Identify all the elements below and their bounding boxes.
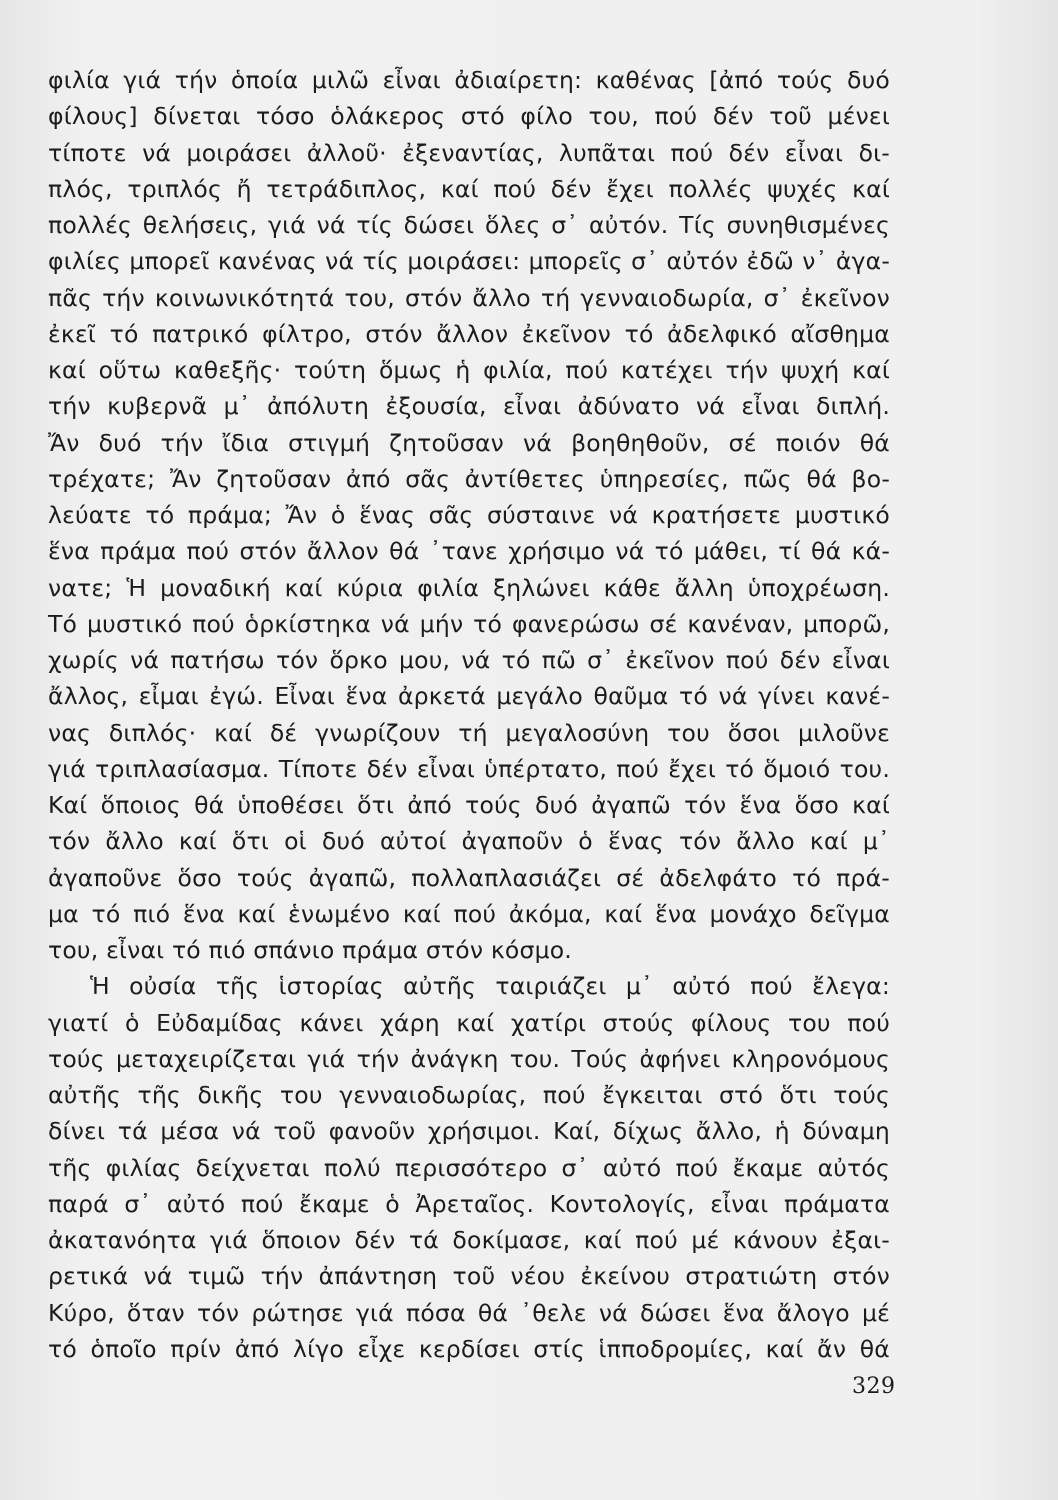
text-line: νας διπλός· καί δέ γνωρίζουν τή μεγαλοσύνη του ὅσοι μιλοῦνε [48, 718, 890, 747]
text-line: ρετικά νά τιμῶ τήν ἀπάντηση τοῦ νέου ἐκείνου στρατιώτη στόν [48, 1262, 890, 1291]
paragraph-end-line: του, εἶναι τό πιό σπάνιο πράμα στόν κόσμο. [48, 936, 572, 964]
paragraph-start-line: Ἡ οὐσία τῆς ἱστορίας αὐτῆς ταιριάζει μ᾽ αὐτό πού ἔλεγα: [90, 972, 890, 1001]
text-line: Κύρο, ὅταν τόν ρώτησε γιά πόσα θά ᾽θελε νά δώσει ἕνα ἄλογο μέ [48, 1298, 890, 1327]
text-line: λεύατε τό πράμα; Ἄν ὁ ἕνας σᾶς σύσταινε νά κρατήσετε μυστικό [48, 501, 890, 529]
text-line: τόν ἄλλο καί ὅτι οἱ δυό αὐτοί ἀγαποῦν ὁ ἕνας τόν ἄλλο καί μ᾽ [48, 827, 890, 856]
text-line: τρέχατε; Ἄν ζητοῦσαν ἀπό σᾶς ἀντίθετες ὑπηρεσίες, πῶς θά βο- [48, 464, 890, 493]
text-line: πολλές θελήσεις, γιά νά τίς δώσει ὅλες σ᾽ αὐτόν. Τίς συνηθισμένες [48, 211, 890, 239]
text-line: Ἄν δυό τήν ἴδια στιγμή ζητοῦσαν νά βοηθηθοῦν, σέ ποιόν θά [48, 428, 890, 457]
text-line: πᾶς τήν κοινωνικότητά του, στόν ἄλλο τή γενναιοδωρία, σ᾽ ἐκεῖνον [48, 283, 890, 312]
text-line: τό ὁποῖο πρίν ἀπό λίγο εἶχε κερδίσει στίς ἱπποδρομίες, καί ἄν θά [48, 1334, 890, 1363]
text-line: μα τό πιό ἕνα καί ἑνωμένο καί πού ἀκόμα, καί ἕνα μονάχο δεῖγμα [48, 899, 890, 928]
text-line: ἄλλος, εἶμαι ἐγώ. Εἶναι ἕνα ἀρκετά μεγάλο θαῦμα τό νά γίνει κανέ- [48, 682, 890, 711]
body-text [48, 62, 890, 1367]
text-line: ἀκατανόητα γιά ὅποιον δέν τά δοκίμασε, καί πού μέ κάνουν ἐξαι- [48, 1226, 890, 1254]
text-line: φίλους] δίνεται τόσο ὁλάκερος στό φίλο του, πού δέν τοῦ μένει [48, 102, 890, 131]
text-line: φιλίες μπορεῖ κανένας νά τίς μοιράσει: μπορεῖς σ᾽ αὐτόν ἐδῶ ν᾽ ἀγα- [48, 247, 890, 276]
text-line: ἐκεῖ τό πατρικό φίλτρο, στόν ἄλλον ἐκεῖνον τό ἀδελφικό αἴσθημα [48, 319, 890, 348]
text-line: τίποτε νά μοιράσει ἀλλοῦ· ἐξεναντίας, λυπᾶται πού δέν εἶναι δι- [48, 138, 890, 167]
text-line: τῆς φιλίας δείχνεται πολύ περισσότερο σ᾽ αὐτό πού ἔκαμε αὐτός [48, 1153, 890, 1182]
text-line: χωρίς νά πατήσω τόν ὅρκο μου, νά τό πῶ σ᾽ ἐκεῖνον πού δέν εἶναι [48, 646, 890, 674]
text-line: τούς μεταχειρίζεται γιά τήν ἀνάγκη του. Τούς ἀφήνει κληρονόμους [48, 1044, 890, 1073]
text-line: ἀγαποῦνε ὅσο τούς ἀγαπῶ, πολλαπλασιάζει σέ ἀδελφάτο τό πρά- [48, 863, 890, 892]
text-line: γιά τριπλασίασμα. Τίποτε δέν εἶναι ὑπέρτατο, πού ἔχει τό ὅμοιό του. [48, 754, 890, 783]
text-line: δίνει τά μέσα νά τοῦ φανοῦν χρήσιμοι. Καί, δίχως ἄλλο, ἡ δύναμη [48, 1117, 890, 1146]
text-line: αὐτῆς τῆς δικῆς του γενναιοδωρίας, πού ἔγκειται στό ὅτι τούς [48, 1081, 890, 1109]
text-line: φιλία γιά τήν ὁποία μιλῶ εἶναι ἀδιαίρετη: καθένας [ἀπό τούς δυό [48, 66, 890, 94]
text-line: παρά σ᾽ αὐτό πού ἔκαμε ὁ Ἀρεταῖος. Κοντολογίς, εἶναι πράματα [48, 1189, 890, 1218]
text-line: ἕνα πράμα πού στόν ἄλλον θά ᾽τανε χρήσιμο νά τό μάθει, τί θά κά- [48, 537, 890, 566]
text-line: πλός, τριπλός ἤ τετράδιπλος, καί πού δέν ἔχει πολλές ψυχές καί [48, 174, 890, 203]
text-line: νατε; Ἡ μοναδική καί κύρια φιλία ξηλώνει κάθε ἄλλη ὑποχρέωση. [48, 573, 890, 602]
page-number: 329 [852, 1374, 896, 1399]
text-line: γιατί ὁ Εὐδαμίδας κάνει χάρη καί χατίρι στούς φίλους του πού [48, 1008, 890, 1037]
text-line: Καί ὅποιος θά ὑποθέσει ὅτι ἀπό τούς δυό ἀγαπῶ τόν ἕνα ὅσο καί [48, 791, 890, 819]
text-line: Τό μυστικό πού ὁρκίστηκα νά μήν τό φανερώσω σέ κανέναν, μπορῶ, [48, 609, 890, 638]
text-line: τήν κυβερνᾶ μ᾽ ἀπόλυτη ἐξουσία, εἶναι ἀδύνατο νά εἶναι διπλή. [48, 392, 890, 421]
text-line: καί οὕτω καθεξῆς· τούτη ὅμως ἡ φιλία, πού κατέχει τήν ψυχή καί [48, 356, 890, 384]
